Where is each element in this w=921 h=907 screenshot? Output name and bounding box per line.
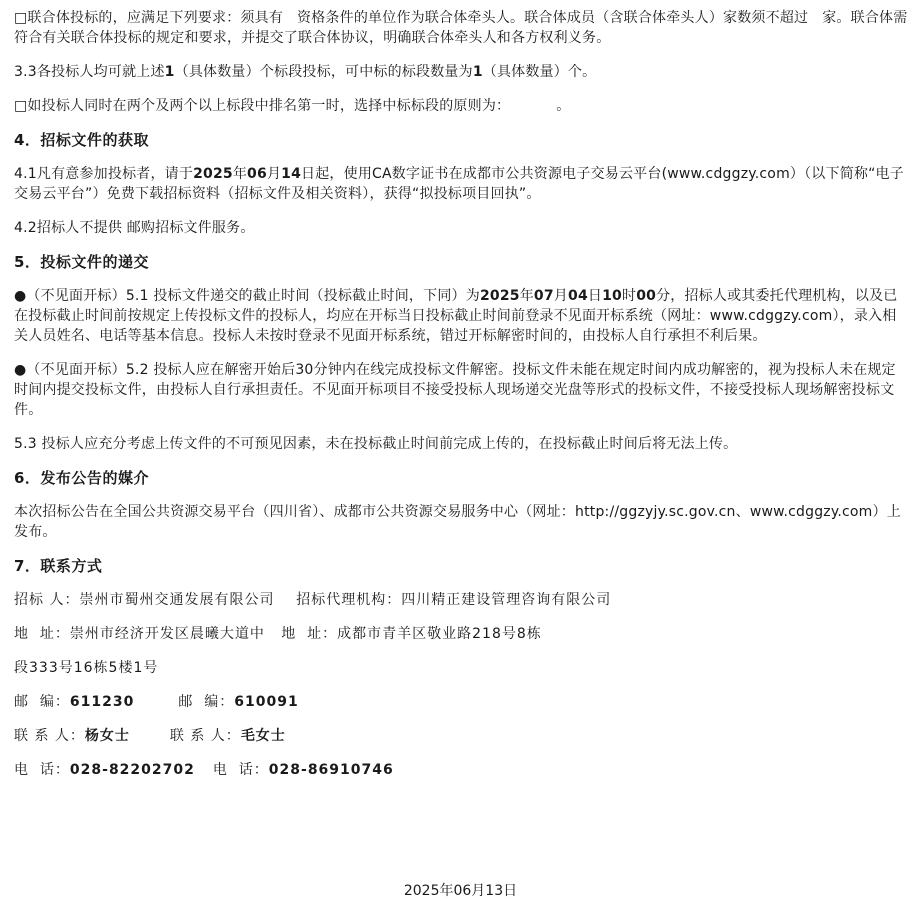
contact-address-row: 地 址：崇州市经济开发区晨曦大道中 地 址：成都市青羊区敬业路218号8栋 [14, 626, 542, 642]
section-6-heading: 6．发布公告的媒介 [14, 469, 149, 487]
consortium-text-1: □联合体投标的，应满足下列要求：须具有 [14, 10, 284, 26]
zip-code-agency: 610091 [234, 694, 299, 710]
contact-org-row: 招标 人：崇州市蜀州交通发展有限公司 招标代理机构：四川精正建设管理咨询有限公司 [14, 592, 612, 608]
section-7-heading: 7．联系方式 [14, 557, 103, 575]
multi-section-rule: □如投标人同时在两个及两个以上标段中排名第一时，选择中标标段的原则为： 。 [14, 98, 571, 114]
contact-address-cont: 段333号16栋5楼1号 [14, 660, 159, 676]
phone-agency: 028-86910746 [268, 762, 394, 778]
award-count: 1 [472, 64, 483, 80]
clause-4-1: 4.1凡有意参加投标者，请于2025年06月14日起，使用CA数字证书在成都市公共资源电子交易云平台(www.cdggzy.com）（以下简称“电子交易云平台”）免费下载招标资料（招标文件及相关资料），获得“拟投标项目回执”。 [14, 166, 904, 202]
contact-zip-row: 邮 编：611230 邮 编：610091 [14, 694, 299, 710]
section-5-heading: 5．投标文件的递交 [14, 253, 149, 271]
section-count: 1 [164, 64, 175, 80]
clause-3-3: 3.3各投标人均可就上述1（具体数量）个标段投标，可中标的标段数量为1（具体数量）个。 [14, 64, 597, 80]
zip-code-tenderer: 611230 [69, 694, 135, 710]
clause-5-2: ●（不见面开标）5.2 投标人应在解密开始后30分钟内在线完成投标文件解密。投标文件未能在规定时间内成功解密的，视为投标人未在规定时间内提交投标文件，由投标人自行承担责任。不见面开标项目不接受投标人现场递交光盘等形式的投标文件，不接受投标人现场解密投标文件。 [14, 362, 896, 418]
phone-tenderer: 028-82202702 [69, 762, 195, 778]
consortium-requirement [14, 8, 909, 48]
announcement-date: 2025年06月13日 [403, 883, 518, 899]
consortium-text-2: 资格条件的单位作为联合体牵头人。联合体成员（含联合体牵头人）家数须不超过 [297, 10, 809, 26]
contact-person-row: 联 系 人：杨女士 联 系 人：毛女士 [14, 728, 286, 744]
contact-person-tenderer: 杨女士 [84, 728, 130, 744]
section-4-heading: 4．招标文件的获取 [14, 131, 149, 149]
consortium-text-3: 家。联合体需符合有关联合体投标的规定和要求，并提交了联合体协议，明确联合体牵头人和各方权利义务。 [14, 10, 908, 46]
contact-person-agency: 毛女士 [240, 728, 286, 744]
clause-5-1: ●（不见面开标）5.1 投标文件递交的截止时间（投标截止时间，下同）为2025年07月04日10时00分，招标人或其委托代理机构，以及已在投标截止时间前按规定上传投标文件的投标人，均应在开标当日投标截止时间前登录不见面开标系统（网址：www.cdggzy.com），录入相关人员姓名、电话等基本信息。投标人未按时登录不见面开标系统，错过开标解密时间的，由投标人自行承担不利后果。 [14, 288, 898, 344]
clause-5-3: 5.3 投标人应充分考虑上传文件的不可预见因素，未在投标截止时间前完成上传的，在投标截止时间后将无法上传。 [14, 436, 738, 452]
contact-phone-row: 电 话：028-82202702 电 话：028-86910746 [14, 762, 394, 778]
clause-4-2: 4.2招标人不提供 邮购招标文件服务。 [14, 220, 255, 236]
document-body [14, 8, 909, 780]
publication-media: 本次招标公告在全国公共资源交易平台（四川省）、成都市公共资源交易服务中心（网址：http://ggzyjy.sc.gov.cn、www.cdggzy.com）上发布。 [14, 504, 901, 540]
